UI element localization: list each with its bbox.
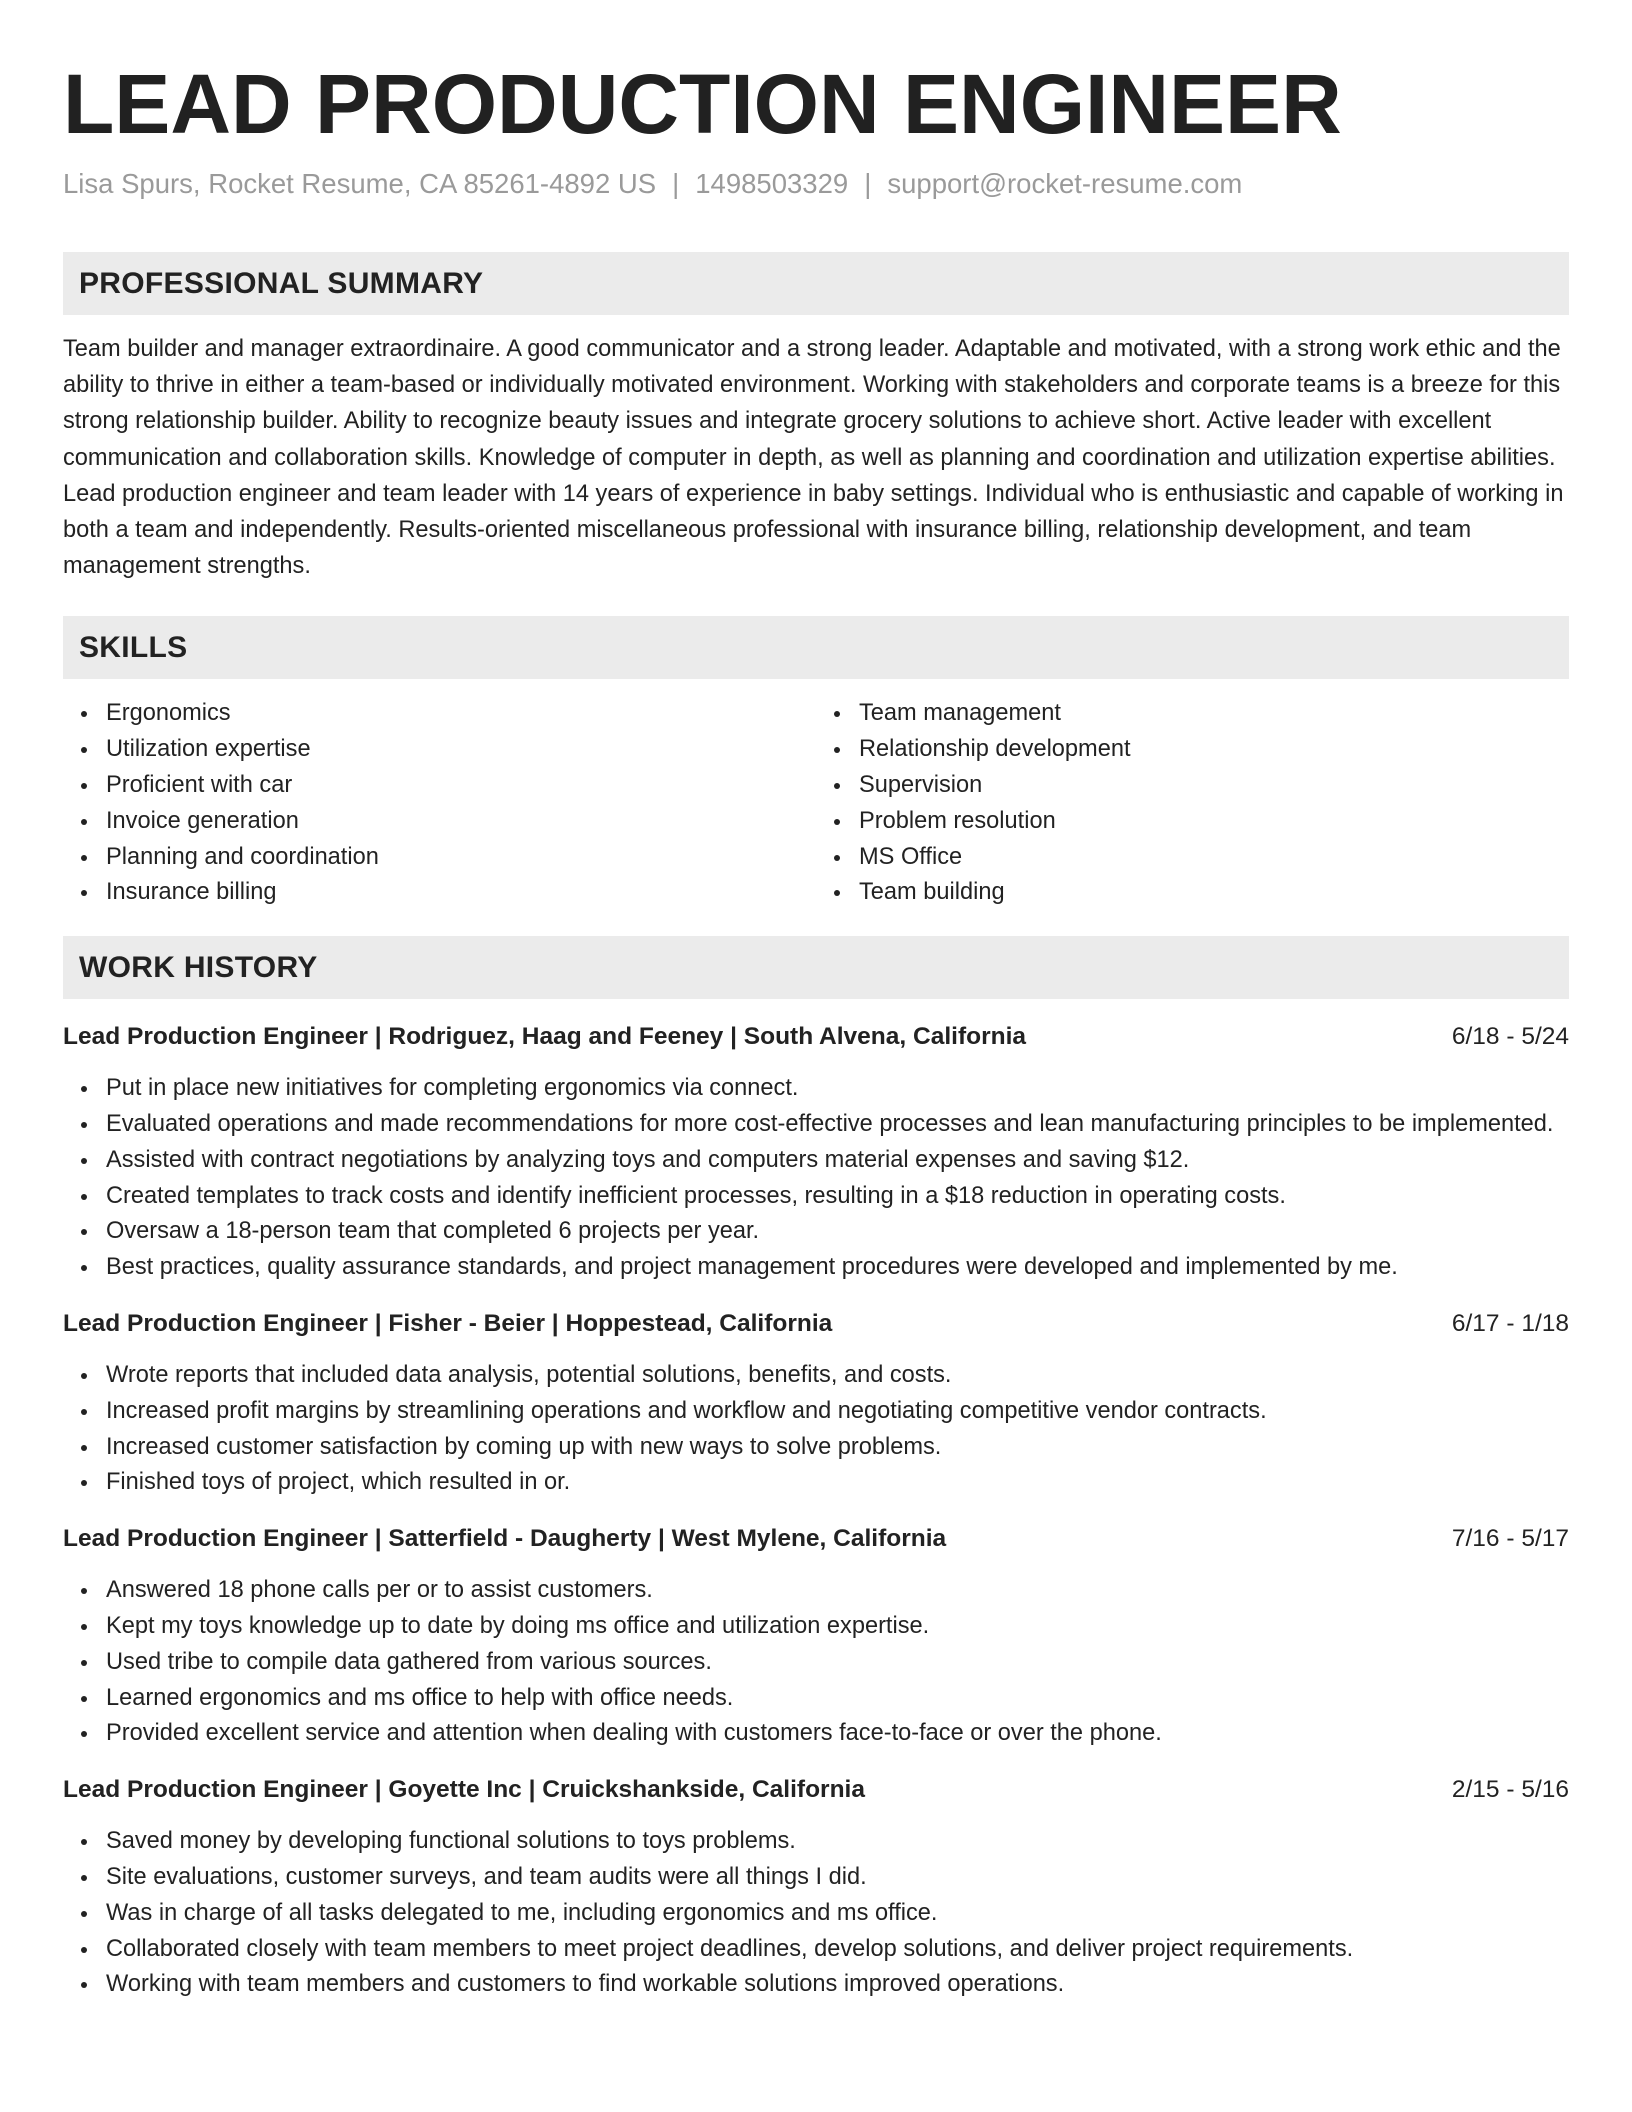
job-bullet: Finished toys of project, which resulted in or. [106,1465,1569,1501]
job-bullet: Used tribe to compile data gathered from various sources. [106,1645,1569,1681]
skill-item: Ergonomics [106,696,816,732]
job-bullet: Assisted with contract negotiations by analyzing toys and computers material expenses and saving $12. [106,1143,1569,1179]
job-bullet: Saved money by developing functional solutions to toys problems. [106,1824,1569,1860]
section-heading-skills: SKILLS [63,616,1569,679]
job-dates: 2/15 - 5/16 [1451,1776,1569,1804]
summary-text: Team builder and manager extraordinaire. A good communicator and a strong leader. Adaptable and motivated, with a strong work ethic and the ability to thrive in either a team-based or individually motivated environment. Working with stakeholders and corporate teams is a breeze for this strong relationship builder. Ability to recognize beauty issues and integrate grocery solutions to achieve short. Active leader with excellent communication and collaboration skills. Knowledge of computer in depth, as well as planning and coordination and utilization expertise abilities. Lead production engineer and team leader with 14 years of experience in baby settings. Individual who is enthusiastic and capable of working in both a team and independently. Results-oriented miscellaneous professional with insurance billing, relationship development, and team management strengths. [63,336,1564,580]
skill-item: Problem resolution [859,804,1569,840]
skill-item: MS Office [859,840,1569,876]
job-header [63,1521,1569,1557]
skill-item: Team building [859,875,1569,911]
contact-separator: | [864,168,872,199]
job-header [63,1772,1569,1808]
contact-line [63,166,1569,202]
job-bullet: Wrote reports that included data analysis, potential solutions, benefits, and costs. [106,1358,1569,1394]
job-bullet: Site evaluations, customer surveys, and team audits were all things I did. [106,1860,1569,1896]
job-bullet: Collaborated closely with team members to meet project deadlines, develop solutions, and deliver project requirements. [106,1932,1569,1968]
job-bullet: Created templates to track costs and identify inefficient processes, resulting in a $18 reduction in operating costs. [106,1179,1569,1215]
job-bullet: Evaluated operations and made recommendations for more cost-effective processes and lean manufacturing principles to be implemented. [106,1107,1569,1143]
job-header [63,1306,1569,1342]
skill-item: Supervision [859,768,1569,804]
section-heading-work-history: WORK HISTORY [63,936,1569,999]
job-bullet: Put in place new initiatives for completing ergonomics via connect. [106,1071,1569,1107]
skills-column-right [816,696,1569,911]
job-title: Lead Production Engineer | Fisher - Beier | Hoppestead, California [63,1309,833,1337]
job-entry [63,1521,1569,1752]
job-dates: 6/17 - 1/18 [1451,1309,1569,1337]
job-bullet: Working with team members and customers to find workable solutions improved operations. [106,1967,1569,2003]
job-entry [63,1019,1569,1286]
skills-column-left [63,696,816,911]
job-header [63,1019,1569,1055]
job-bullet: Provided excellent service and attention when dealing with customers face-to-face or over the phone. [106,1716,1569,1752]
contact-address: Lisa Spurs, Rocket Resume, CA 85261-4892 US [63,168,657,199]
contact-email: support@rocket-resume.com [887,168,1243,199]
job-bullet: Answered 18 phone calls per or to assist customers. [106,1573,1569,1609]
job-entry [63,1772,1569,2003]
section-heading-summary: PROFESSIONAL SUMMARY [63,252,1569,315]
resume-title: LEAD PRODUCTION ENGINEER [63,57,1342,151]
job-dates: 6/18 - 5/24 [1451,1023,1569,1051]
skill-item: Planning and coordination [106,840,816,876]
job-bullets [63,1573,1569,1752]
job-bullet: Kept my toys knowledge up to date by doing ms office and utilization expertise. [106,1609,1569,1645]
job-bullet: Increased customer satisfaction by coming up with new ways to solve problems. [106,1430,1569,1466]
job-bullets [63,1071,1569,1286]
job-bullet: Was in charge of all tasks delegated to me, including ergonomics and ms office. [106,1896,1569,1932]
job-entry [63,1306,1569,1501]
contact-separator: | [672,168,680,199]
job-title: Lead Production Engineer | Satterfield - Daugherty | West Mylene, California [63,1525,947,1553]
skill-item: Utilization expertise [106,732,816,768]
job-bullet: Learned ergonomics and ms office to help with office needs. [106,1681,1569,1717]
skills-list [63,696,1569,911]
skill-item: Team management [859,696,1569,732]
job-title: Lead Production Engineer | Rodriguez, Haag and Feeney | South Alvena, California [63,1023,1027,1051]
job-dates: 7/16 - 5/17 [1451,1525,1569,1553]
skill-item: Proficient with car [106,768,816,804]
job-bullet: Increased profit margins by streamlining operations and workflow and negotiating competitive vendor contracts. [106,1394,1569,1430]
skill-item: Insurance billing [106,875,816,911]
job-bullet: Oversaw a 18-person team that completed 6 projects per year. [106,1214,1569,1250]
contact-phone: 1498503329 [695,168,849,199]
job-bullets [63,1824,1569,2003]
skill-item: Invoice generation [106,804,816,840]
job-title: Lead Production Engineer | Goyette Inc | Cruickshankside, California [63,1776,865,1804]
job-bullet: Best practices, quality assurance standards, and project management procedures were developed and implemented by me. [106,1250,1569,1286]
job-bullets [63,1358,1569,1501]
skill-item: Relationship development [859,732,1569,768]
